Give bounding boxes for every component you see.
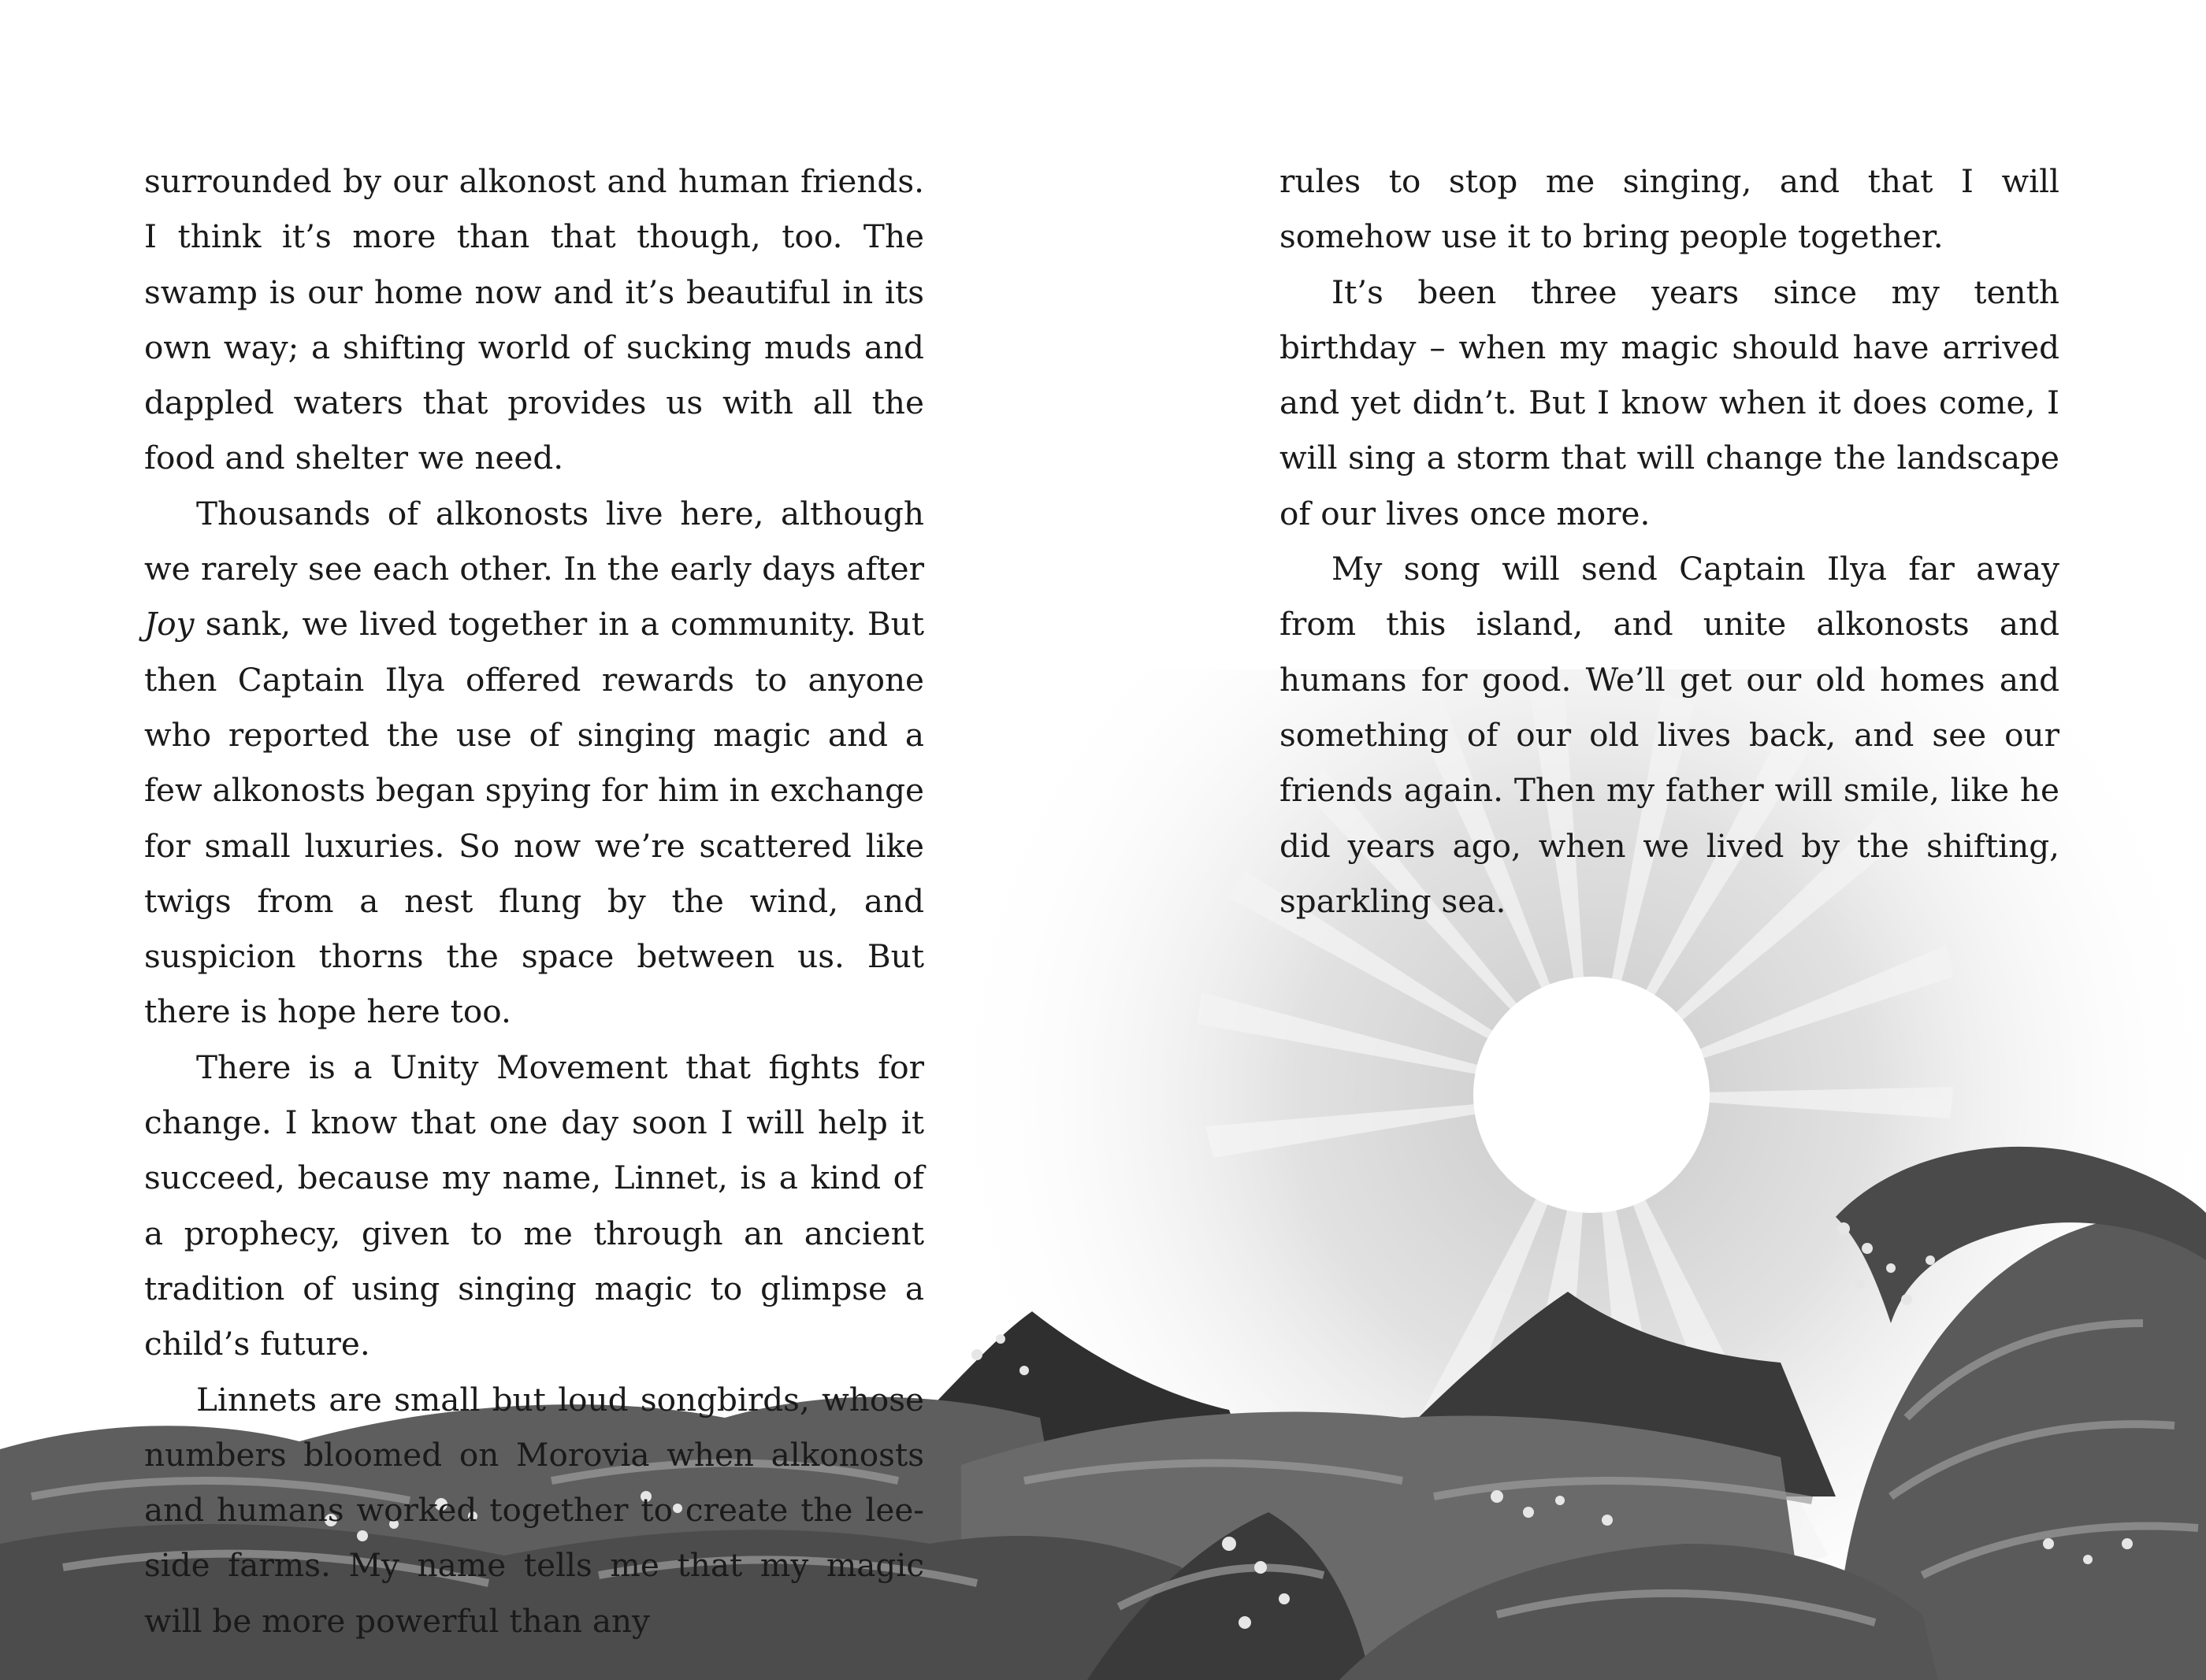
left-paragraph-4: Linnets are small but loud songbirds, whose numbers bloomed on Morovia when alkonosts and humans worked together to create the lee-side farms. My name tells me that my magic will be more powerful than any bbox=[144, 1380, 924, 1640]
left-paragraph-2-start: Thousands of alkonosts live here, although we rarely see each other. In the early days after bbox=[144, 494, 924, 588]
left-paragraph-2 bbox=[144, 486, 924, 1040]
right-paragraph-1: rules to stop me singing, and that I will somehow use it to bring people together. bbox=[1279, 162, 2059, 256]
left-paragraph-2-end: sank, we lived together in a community. But then Captain Ilya offered rewards to anyone who reported the use of singing magic and a few alkonosts began spying for him in exchange for small luxuries. So now we’re scattered like twigs from a nest flung by the wind, and suspicion thorns the space between us. But there is hope here too. bbox=[144, 605, 924, 1031]
sun bbox=[1473, 977, 1710, 1213]
right-page-text bbox=[1279, 154, 2059, 929]
ship-name: Joy bbox=[144, 605, 195, 643]
right-paragraph-2: It’s been three years since my tenth birthday – when my magic should have arrived and yet didn’t. But I know when it does come, I will sing a storm that will change the landscape of our lives once more. bbox=[1279, 273, 2059, 532]
left-paragraph-3: There is a Unity Movement that fights for change. I know that one day soon I will help it succeed, because my name, Linnet, is a kind of a prophecy, given to me through an ancient tradition of using singing magic to glimpse a child’s future. bbox=[144, 1048, 924, 1363]
left-paragraph-1: surrounded by our alkonost and human friends. I think it’s more than that though, too. The swamp is our home now and it’s beautiful in its own way; a shifting world of sucking muds and dappled waters that provides us with all the food and shelter we need. bbox=[144, 162, 924, 477]
right-paragraph-3: My song will send Captain Ilya far away from this island, and unite alkonosts and humans for good. We’ll get our old homes and something of our old lives back, and see our friends again. Then my father will smile, like he did years ago, when we lived by the shifting, sparkling sea. bbox=[1279, 550, 2059, 920]
left-page-text bbox=[144, 154, 924, 1648]
